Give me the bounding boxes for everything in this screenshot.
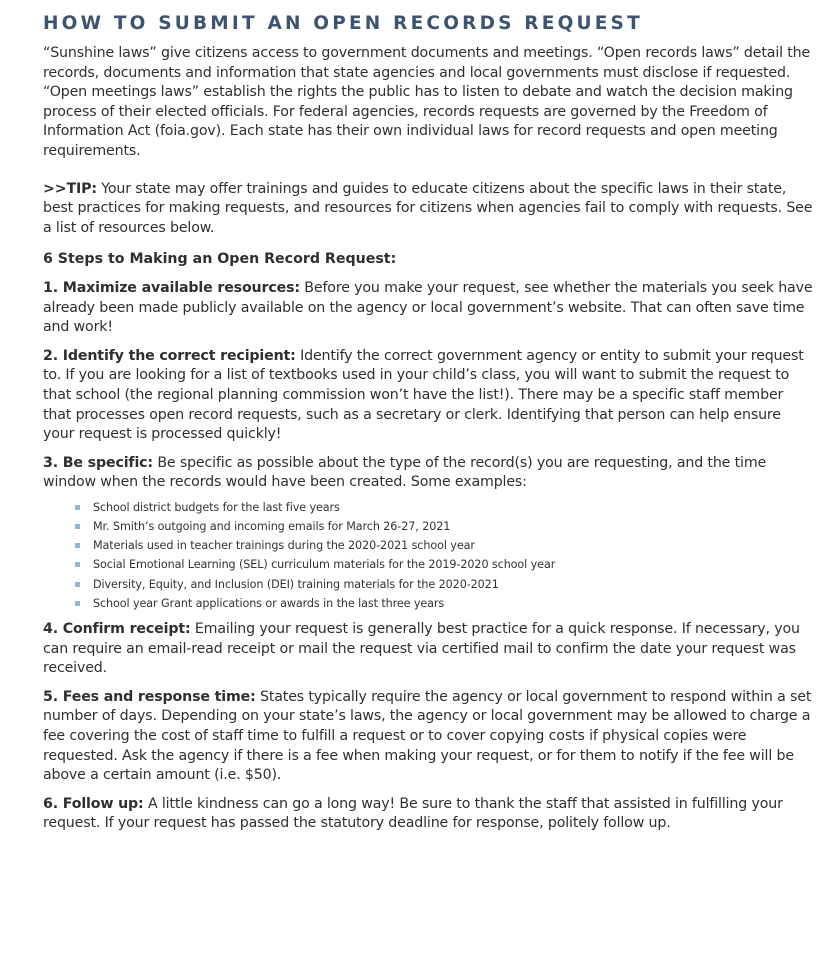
list-item: [75, 536, 813, 555]
intro-paragraph: “Sunshine laws” give citizens access to government documents and meetings. “Open records laws” detail the records, documents and information that state agencies and local governments must disclose if requested. “Open meetings laws” establish the rights the public has to listen to debate and watch the decision making process of their elected officials. For federal agencies, records requests are governed by the Freedom of Information Act (foia.gov). Each state has their own individual laws for record requests and open meeting requirements.: [43, 45, 811, 159]
examples-list: [43, 498, 813, 613]
square-bullet-icon: [75, 601, 80, 606]
document-page: [43, 12, 813, 843]
step-1-text: Before you make your request, see whether the materials you seek have already been made publicly available on the agency or local government’s website. That can often save time and work!: [43, 279, 813, 336]
page-title: HOW TO SUBMIT AN OPEN RECORDS REQUEST: [43, 13, 643, 34]
example-text: School year Grant applications or awards in the last three years: [93, 596, 445, 610]
tip-paragraph: [43, 180, 813, 239]
tip-label: >>TIP:: [43, 180, 97, 197]
example-text: Materials used in teacher trainings during the 2020-2021 school year: [93, 539, 475, 553]
step-3-label: 3. Be specific:: [43, 454, 153, 471]
step-4: [43, 620, 813, 679]
steps-heading: 6 Steps to Making an Open Record Request:: [43, 251, 397, 268]
example-text: Mr. Smith’s outgoing and incoming emails for March 26-27, 2021: [93, 520, 451, 534]
step-2: [43, 347, 813, 445]
square-bullet-icon: [75, 505, 80, 510]
list-item: [75, 594, 813, 613]
step-6-label: 6. Follow up:: [43, 795, 144, 812]
step-2-text: Identify the correct government agency or entity to submit your request to. If you are looking for a list of textbooks used in your child’s class, you will want to submit the request to that school (the regional planning commission won’t have the list!). There may be a specific staff member that processes open record requests, such as a secretary or clerk. Identifying that person can help ensure your request is processed quickly!: [43, 347, 804, 443]
step-3: [43, 454, 813, 493]
step-5: [43, 688, 813, 786]
step-1: [43, 279, 813, 338]
tip-text: Your state may offer trainings and guides to educate citizens about the specific laws in their state, best practices for making requests, and resources for citizens when agencies fail to comply with requests. See a list of resources below.: [43, 180, 813, 236]
step-3-text: Be specific as possible about the type of the record(s) you are requesting, and the time window when the records would have been created. Some examples:: [43, 454, 767, 491]
step-1-label: 1. Maximize available resources:: [43, 279, 300, 296]
step-6: [43, 795, 813, 834]
step-4-text: Emailing your request is generally best practice for a quick response. If necessary, you can require an email-read receipt or mail the request via certified mail to confirm the date your request was received.: [43, 621, 800, 677]
square-bullet-icon: [75, 582, 80, 587]
step-6-text: A little kindness can go a long way! Be sure to thank the staff that assisted in fulfilling your request. If your request has passed the statutory deadline for response, politely follow up.: [43, 795, 783, 832]
square-bullet-icon: [75, 543, 80, 548]
list-item: [75, 555, 813, 574]
list-item: [75, 517, 813, 536]
step-5-text: States typically require the agency or local government to respond within a set number of days. Depending on your state’s laws, the agency or local government may be allowed to charge a fee covering the cost of staff time to fulfill a request or to cover copying costs if physical copies were requested. Ask the agency if there is a fee when making your request, or for them to notify if the fee will be above a certain amount (i.e. $50).: [43, 688, 812, 784]
step-4-label: 4. Confirm receipt:: [43, 621, 191, 638]
step-5-label: 5. Fees and response time:: [43, 688, 256, 705]
example-text: School district budgets for the last five years: [93, 500, 340, 514]
list-item: [75, 575, 813, 594]
square-bullet-icon: [75, 562, 80, 567]
example-text: Social Emotional Learning (SEL) curriculum materials for the 2019-2020 school year: [93, 558, 556, 572]
example-text: Diversity, Equity, and Inclusion (DEI) training materials for the 2020-2021: [93, 577, 499, 591]
step-2-label: 2. Identify the correct recipient:: [43, 347, 296, 364]
square-bullet-icon: [75, 524, 80, 529]
list-item: [75, 498, 813, 517]
